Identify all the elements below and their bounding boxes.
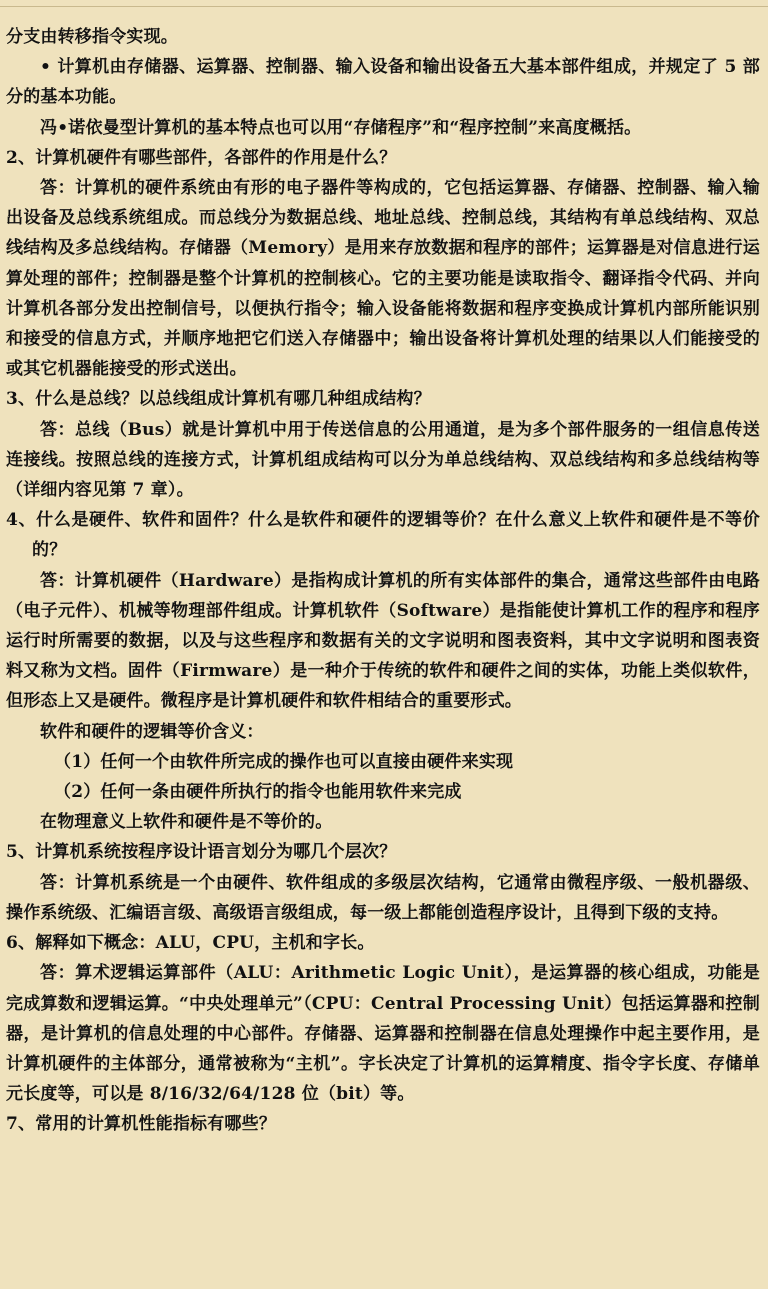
question-4: 4、什么是硬件、软件和固件？什么是软件和硬件的逻辑等价？在什么意义上软件和硬件是不等价的？ bbox=[6, 510, 760, 561]
answer-3: 答：总线（Bus）就是计算机中用于传送信息的公用通道，是为多个部件服务的一组信息传送连接线。按照总线的连接方式，计算机组成结构可以分为单总线结构、双总线结构和多总线结构等（详细内容见第 7 章）。 bbox=[6, 419, 760, 501]
answer-2: 答：计算机的硬件系统由有形的电子器件等构成的，它包括运算器、存储器、控制器、输入输出设备及总线系统组成。而总线分为数据总线、地址总线、控制总线，其结构有单总线结构、双总线结构及多总线结构。存储器（Memory）是用来存放数据和程序的部件；运算器是对信息进行运算处理的部件；控制器是整个计算机的控制核心。它的主要功能是读取指令、翻译指令代码、并向计算机各部分发出控制信号，以便执行指令；输入设备能将数据和程序变换成计算机内部所能识别和接受的信息方式，并顺序地把它们送入存储器中；输出设备将计算机处理的结果以人们能接受的或其它机器能接受的形式送出。 bbox=[6, 178, 760, 380]
question-7: 7、常用的计算机性能指标有哪些？ bbox=[6, 1114, 277, 1135]
equivalence-heading: 软件和硬件的逻辑等价含义： bbox=[40, 721, 264, 742]
question-2: 2、计算机硬件有哪些部件，各部件的作用是什么？ bbox=[6, 147, 397, 168]
answer-4: 答：计算机硬件（Hardware）是指构成计算机的所有实体部件的集合，通常这些部件由电路（电子元件）、机械等物理部件组成。计算机软件（Software）是指能使计算机工作的程序和程序运行时所需要的数据，以及与这些程序和数据有关的文字说明和图表资料，其中文字说明和图表资料又称为文档。固件（Firmware）是一种介于传统的软件和硬件之间的实体，功能上类似软件，但形态上又是硬件。微程序是计算机硬件和软件相结合的重要形式。 bbox=[6, 570, 760, 712]
equivalence-note: 在物理意义上软件和硬件是不等价的。 bbox=[40, 812, 333, 833]
question-3: 3、什么是总线？以总线组成计算机有哪几种组成结构？ bbox=[6, 389, 431, 410]
question-5: 5、计算机系统按程序设计语言划分为哪几个层次？ bbox=[6, 842, 397, 863]
paragraph-3: 冯•诺依曼型计算机的基本特点也可以用“存储程序”和“程序控制”来高度概括。 bbox=[40, 117, 642, 138]
question-6: 6、解释如下概念：ALU，CPU，主机和字长。 bbox=[6, 933, 375, 954]
equivalence-item-1: （1）任何一个由软件所完成的操作也可以直接由硬件来实现 bbox=[54, 751, 514, 772]
paragraph-2: • 计算机由存储器、运算器、控制器、输入设备和输出设备五大基本部件组成，并规定了 5 部分的基本功能。 bbox=[6, 57, 760, 108]
paragraph-1: 分支由转移指令实现。 bbox=[6, 27, 178, 47]
equivalence-item-2: （2）任何一条由硬件所执行的指令也能用软件来完成 bbox=[54, 782, 462, 803]
document-body bbox=[6, 22, 760, 1140]
answer-5: 答：计算机系统是一个由硬件、软件组成的多级层次结构，它通常由微程序级、一般机器级、操作系统级、汇编语言级、高级语言级组成，每一级上都能创造程序设计，且得到下级的支持。 bbox=[6, 872, 760, 923]
top-rule bbox=[0, 6, 768, 7]
answer-6: 答：算术逻辑运算部件（ALU：Arithmetic Logic Unit），是运算器的核心组成，功能是完成算数和逻辑运算。“中央处理单元”（CPU：Central Processing Unit）包括运算器和控制器，是计算机的信息处理的中心部件。存储器、运算器和控制器在信息处理操作中起主要作用，是计算机硬件的主体部分，通常被称为“主机”。字长决定了计算机的运算精度、指令字长度、存储单元长度等，可以是 8/16/32/64/128 位（bit）等。 bbox=[6, 963, 760, 1105]
